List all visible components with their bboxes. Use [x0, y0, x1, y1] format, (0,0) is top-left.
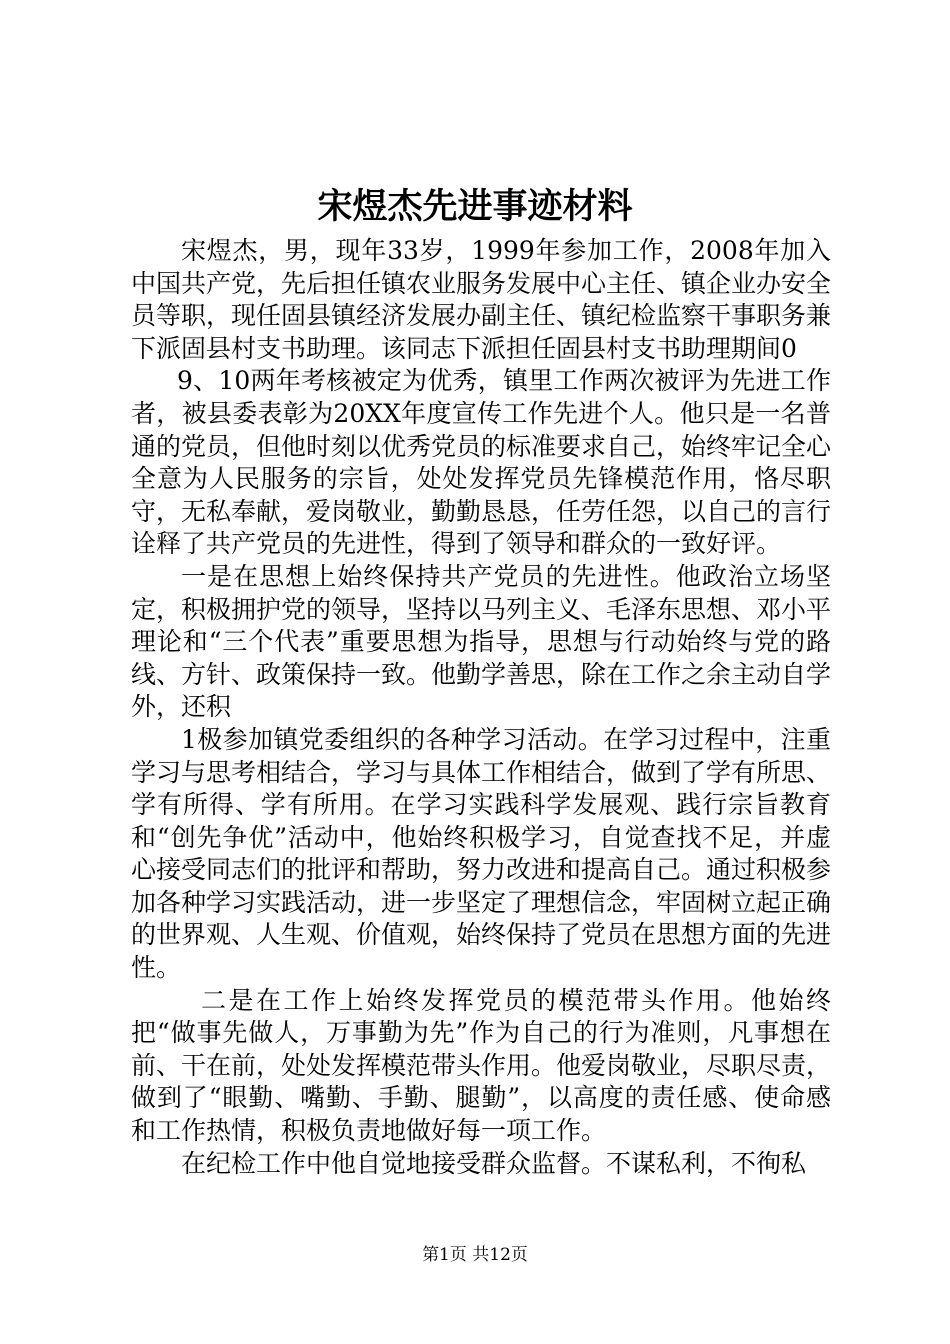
paragraph-2: 9、10两年考核被定为优秀，镇里工作两次被评为先进工作者，被县委表彰为20XX年度宣传工作先进个人。他只是一名普通的党员，但他时刻以优秀党员的标准要求自己，始终牢记全心全意为人民服务的宗旨，处处发挥党员先锋模范作用，恪尽职守，无私奉献，爱岗敬业，勤勤恳恳，任劳任怨，以自己的言行诠释了共产党员的先进性，得到了领导和群众的一致好评。	[131, 366, 832, 559]
paragraph-5: 二是在工作上始终发挥党员的模范带头作用。他始终把“做事先做人，万事勤为先”作为自己的行为准则，凡事想在前、干在前，处处发挥模范带头作用。他爱岗敬业，尽职尽责，做到了“眼勤、嘴勤、手勤、腿勤”，以高度的责任感、使命感和工作热情，积极负责地做好每一项工作。	[131, 985, 832, 1146]
paragraph-6: 在纪检工作中他自觉地接受群众监督。不谋私利，不徇私	[181, 1148, 807, 1178]
paragraph-4: 1极参加镇党委组织的各种学习活动。在学习过程中，注重学习与思考相结合，学习与具体工作相结合，做到了学有所思、学有所得、学有所用。在学习实践科学发展观、践行宗旨教育和“创先争优”活动中，他始终积极学习，自觉查找不足，并虚心接受同志们的批评和帮助，努力改进和提高自己。通过积极参加各种学习实践活动，进一步坚定了理想信念，牢固树立起正确的世界观、人生观、价值观，始终保持了党员在思想方面的先进性。	[131, 724, 832, 983]
document-body	[131, 235, 831, 1180]
paragraph-3: 一是在思想上始终保持共产党员的先进性。他政治立场坚定，积极拥护党的领导，坚持以马列主义、毛泽东思想、邓小平理论和“三个代表”重要思想为指导，思想与行动始终与党的路线、方针、政策保持一致。他勤学善思，除在工作之余主动自学外，还积	[131, 561, 832, 722]
paragraph-1: 宋煜杰，男，现年33岁，1999年参加工作，2008年加入中国共产党，先后担任镇农业服务发展中心主任、镇企业办安全员等职，现任固县镇经济发展办副主任、镇纪检监察干事职务兼下派固县村支书助理。该同志下派担任固县村支书助理期间0	[131, 236, 832, 363]
document-title: 宋煜杰先进事迹材料	[317, 186, 633, 227]
page-footer: 第1页 共12页	[422, 1245, 528, 1265]
